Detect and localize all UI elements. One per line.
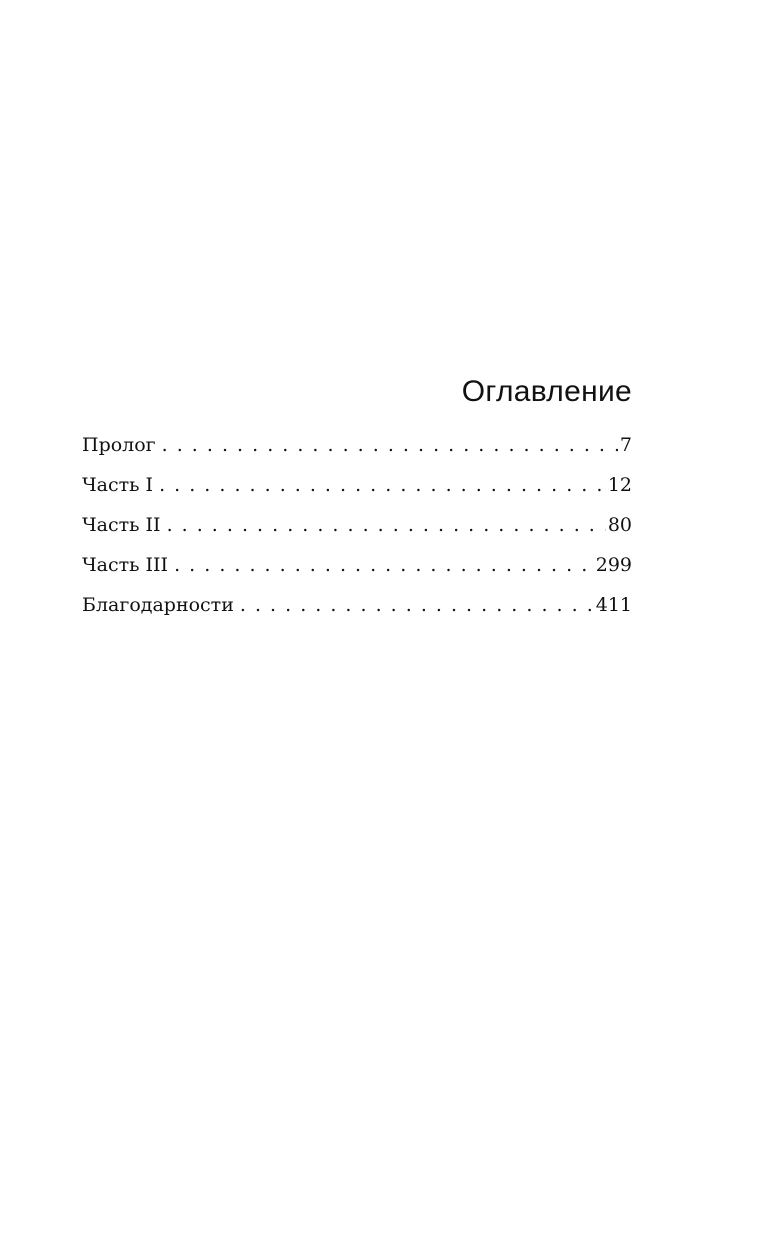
toc-entry-part-2[interactable] <box>82 514 632 554</box>
dot-leader <box>167 514 606 536</box>
dot-leader <box>240 594 594 616</box>
dot-leader <box>174 554 594 576</box>
table-of-contents <box>82 372 632 634</box>
toc-entry-page-number: 299 <box>595 554 632 576</box>
toc-entry-label: Пролог <box>82 434 156 456</box>
toc-title: Оглавление <box>461 375 632 408</box>
toc-entry-acknowledgements[interactable] <box>82 594 632 634</box>
toc-entry-part-3[interactable] <box>82 554 632 594</box>
toc-entry-label: Часть I <box>82 474 154 496</box>
dot-leader <box>162 434 618 456</box>
toc-entry-label: Часть III <box>82 554 169 576</box>
toc-entry-page-number: 411 <box>595 594 632 616</box>
toc-entry-prologue[interactable] <box>82 434 632 474</box>
toc-list <box>82 434 632 634</box>
toc-entry-page-number: 80 <box>607 514 632 536</box>
toc-entry-page-number: 12 <box>607 474 632 496</box>
toc-entry-label: Часть II <box>82 514 161 536</box>
toc-entry-page-number: 7 <box>619 434 632 456</box>
toc-entry-label: Благодарности <box>82 594 234 616</box>
dot-leader <box>159 474 606 496</box>
toc-entry-part-1[interactable] <box>82 474 632 514</box>
